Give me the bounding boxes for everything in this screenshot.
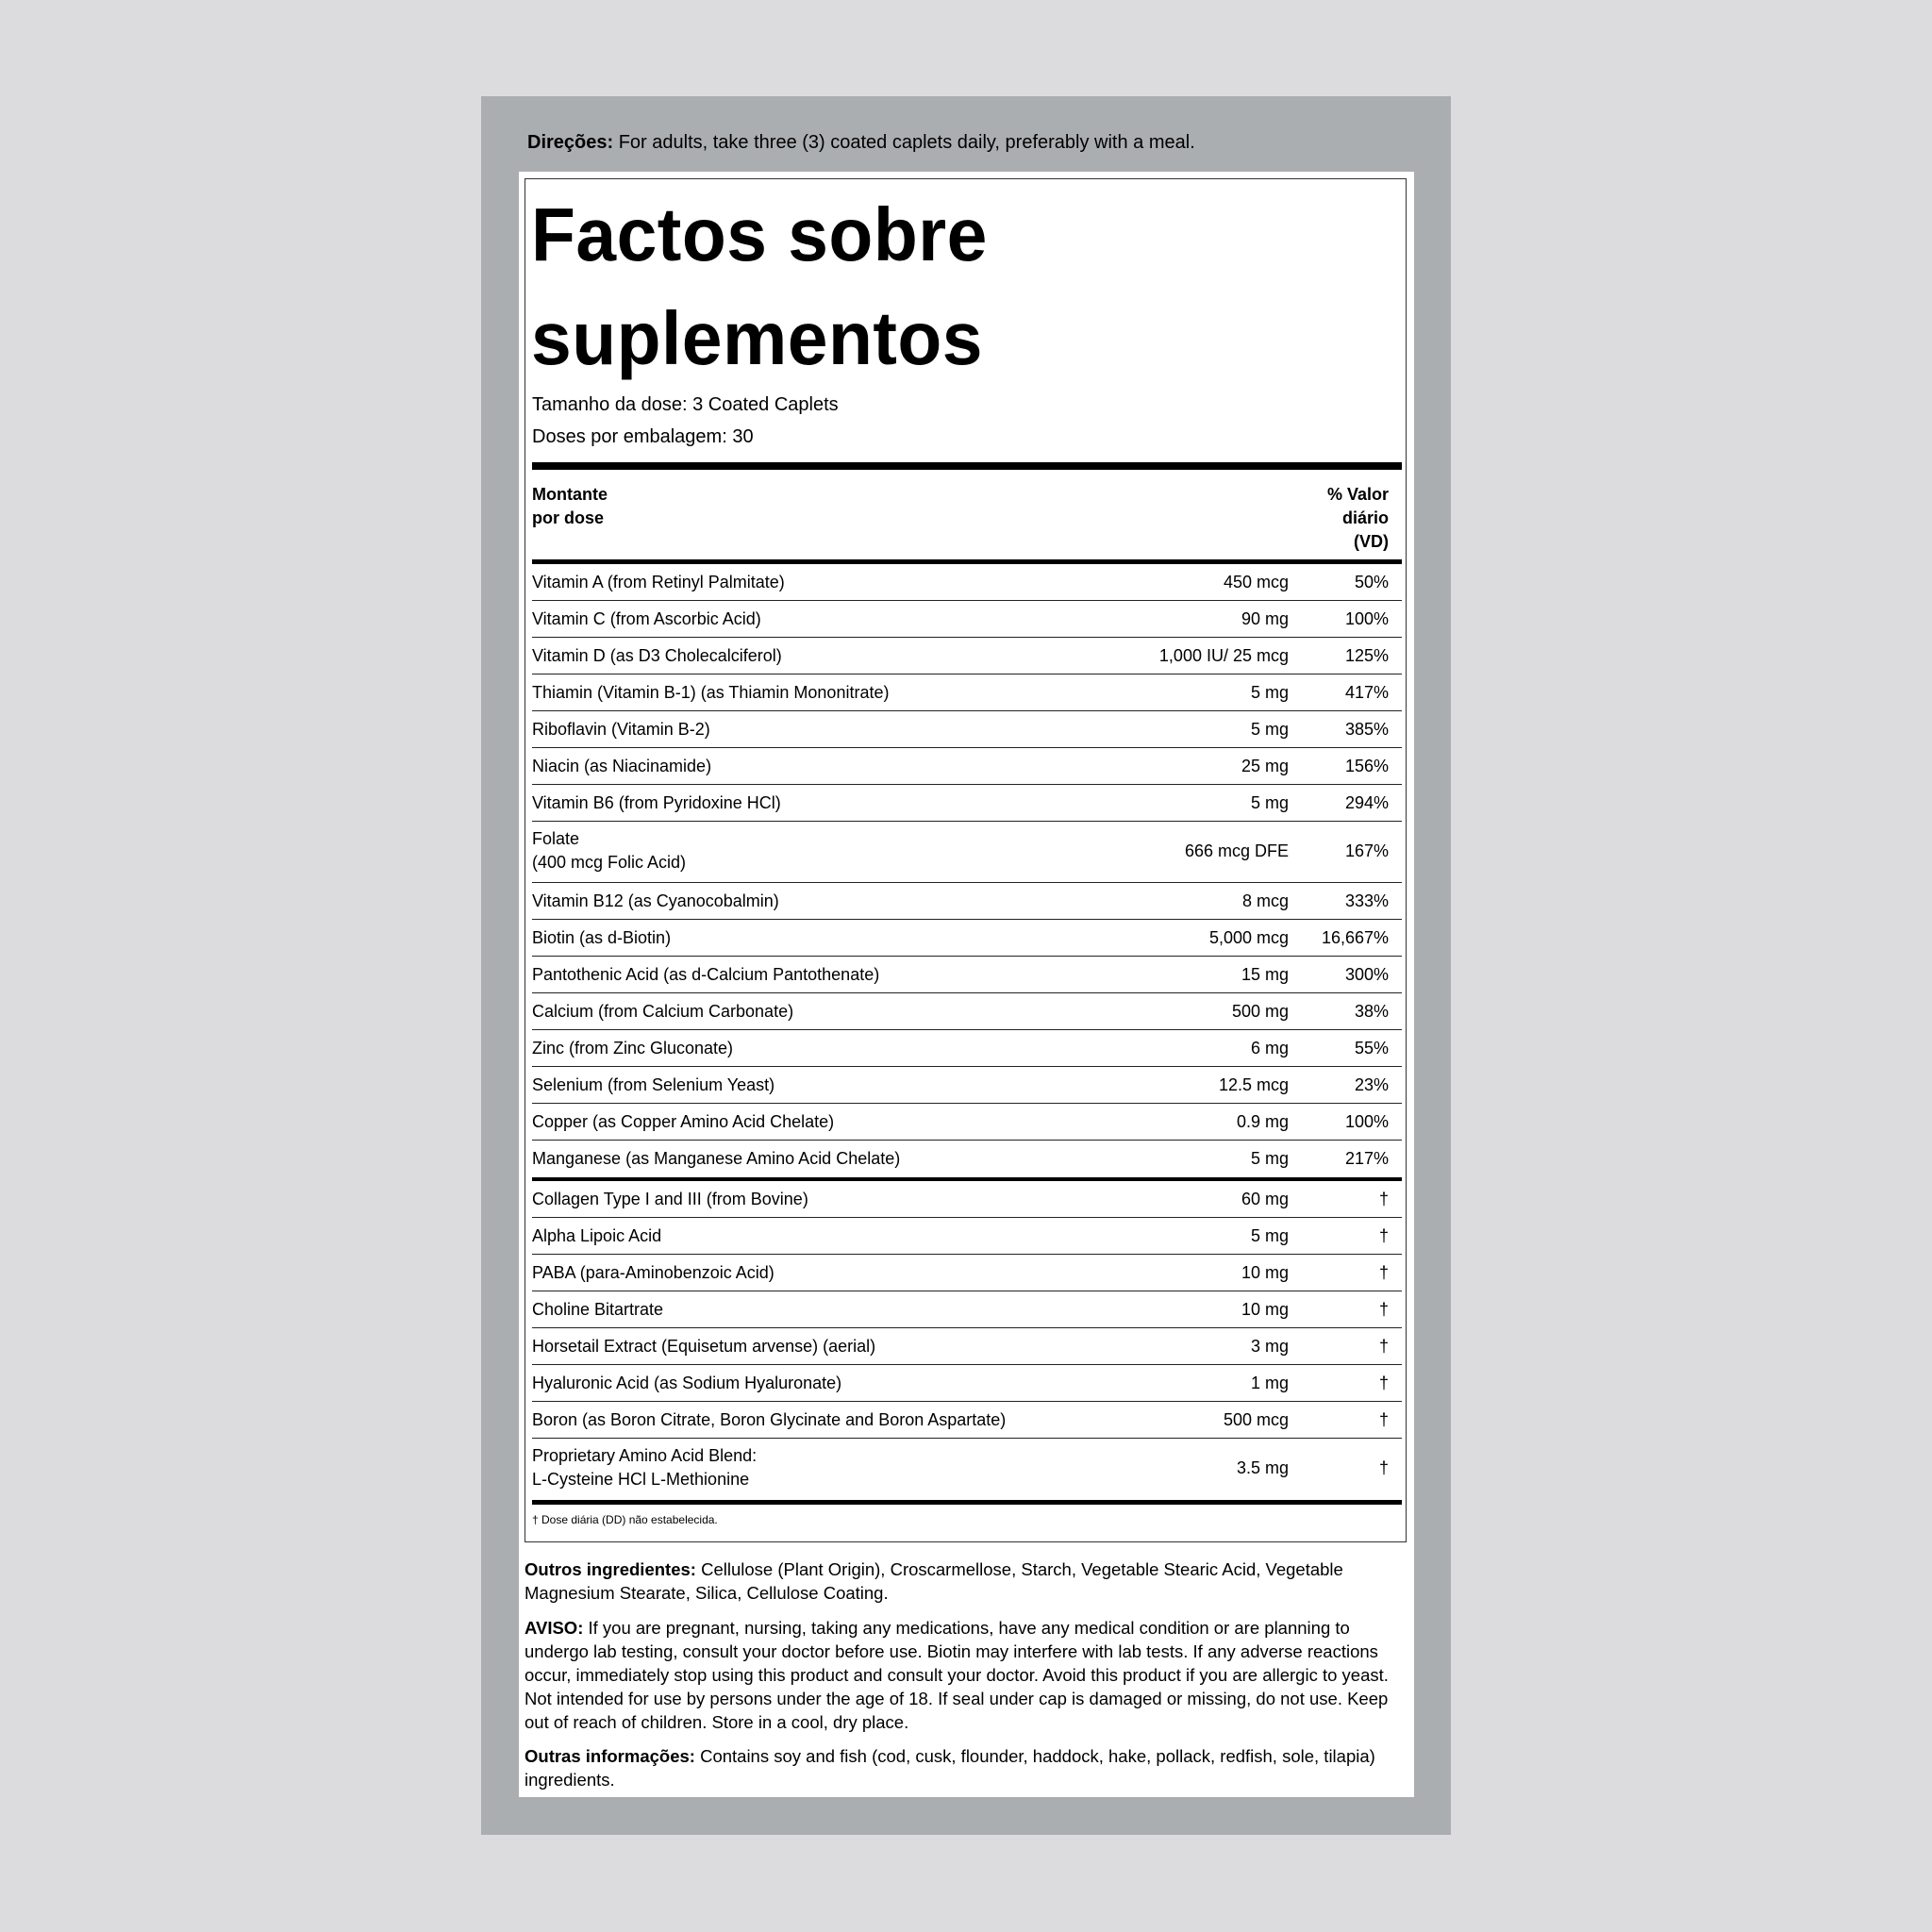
- nutrient-daily-value: †: [1378, 1374, 1389, 1392]
- nutrient-daily-value: †: [1378, 1410, 1389, 1429]
- label-panel: [481, 96, 1451, 1835]
- table-row: [532, 564, 1402, 601]
- nutrient-daily-value: 50%: [1354, 573, 1389, 591]
- nutrient-name: [532, 827, 686, 874]
- nutrient-name: [532, 1298, 663, 1322]
- nutrient-amount: 666 mcg DFE: [1184, 841, 1289, 860]
- nutrient-name: [532, 1444, 757, 1491]
- nutrient-name-line-1: Biotin (as d-Biotin): [532, 928, 672, 947]
- nutrient-name-line-1: Vitamin A (from Retinyl Palmitate): [532, 573, 785, 591]
- nutrient-daily-value: †: [1378, 1226, 1389, 1245]
- nutrient-name: [532, 608, 761, 631]
- footnote: † Dose diária (DD) não estabelecida.: [532, 1513, 718, 1526]
- supplement-facts-box: [525, 178, 1407, 1542]
- directions-label: Direções:: [527, 132, 614, 153]
- nutrient-amount: 5 mg: [1250, 793, 1289, 812]
- nutrient-amount: 15 mg: [1241, 965, 1289, 984]
- nutrient-name: [532, 926, 671, 950]
- table-row: [532, 1255, 1402, 1291]
- other-info: [525, 1744, 1402, 1791]
- servings-per-container: Doses por embalagem: 30: [532, 426, 754, 447]
- nutrient-name: [532, 791, 781, 815]
- nutrient-name: [532, 718, 710, 741]
- nutrient-daily-value: †: [1378, 1300, 1389, 1319]
- table-row: [532, 601, 1402, 638]
- nutrient-name-line-1: Vitamin C (from Ascorbic Acid): [532, 609, 761, 628]
- other-ingredients-text: Cellulose (Plant Origin), Croscarmellose, Starch, Vegetable Stearic Acid, Vegetable Magnesium Stearate, Silica, Cellulose Coating.: [525, 1559, 1343, 1603]
- label-sheet: [519, 172, 1414, 1797]
- nutrient-daily-value: 333%: [1344, 891, 1389, 910]
- nutrient-name-line-1: Choline Bitartrate: [532, 1300, 664, 1319]
- nutrient-daily-value: 300%: [1344, 965, 1389, 984]
- other-ingredients: [525, 1557, 1402, 1605]
- nutrient-name: [532, 890, 779, 913]
- nutrient-name: [532, 1110, 834, 1134]
- directions: [527, 130, 1195, 155]
- nutrient-name: [532, 1147, 900, 1171]
- nutrient-name-line-1: Manganese (as Manganese Amino Acid Chelate): [532, 1149, 901, 1168]
- nutrient-amount: 10 mg: [1241, 1300, 1289, 1319]
- table-row: [532, 1328, 1402, 1365]
- table-row: [532, 957, 1402, 993]
- nutrient-name-line-1: Vitamin B12 (as Cyanocobalmin): [532, 891, 779, 910]
- nutrient-amount: 500 mg: [1231, 1002, 1289, 1021]
- table-row: [532, 920, 1402, 957]
- dv-header-line-2: diário: [1341, 508, 1389, 527]
- nutrient-daily-value: 167%: [1344, 841, 1389, 860]
- title-line-2: suplementos: [531, 296, 983, 380]
- nutrient-amount: 3 mg: [1250, 1337, 1289, 1356]
- table-row: [532, 822, 1402, 883]
- nutrient-daily-value: †: [1378, 1458, 1389, 1477]
- table-row: [532, 1291, 1402, 1328]
- nutrient-name: [532, 1224, 661, 1248]
- serving-size: Tamanho da dose: 3 Coated Caplets: [532, 394, 839, 415]
- nutrient-name-line-1: Boron (as Boron Citrate, Boron Glycinate and Boron Aspartate): [532, 1410, 1007, 1429]
- nutrient-name-line-1: Selenium (from Selenium Yeast): [532, 1075, 775, 1094]
- other-info-text: Contains soy and fish (cod, cusk, flounder, haddock, hake, pollack, redfish, sole, tilapia) ingredients.: [525, 1746, 1375, 1790]
- nutrient-daily-value: 38%: [1354, 1002, 1389, 1021]
- table-row: [532, 638, 1402, 675]
- nutrient-name-line-1: Vitamin D (as D3 Cholecalciferol): [532, 646, 782, 665]
- other-info-label: Outras informações:: [525, 1746, 695, 1766]
- nutrient-name-line-1: Zinc (from Zinc Gluconate): [532, 1039, 734, 1058]
- nutrient-daily-value: 23%: [1354, 1075, 1389, 1094]
- table-row: [532, 993, 1402, 1030]
- nutrient-amount: 5,000 mcg: [1208, 928, 1289, 947]
- nutrient-amount: 12.5 mcg: [1218, 1075, 1289, 1094]
- nutrient-name-line-1: Pantothenic Acid (as d-Calcium Pantothenate): [532, 965, 880, 984]
- nutrient-name-line-1: Riboflavin (Vitamin B-2): [532, 720, 710, 739]
- nutrient-name: [532, 1261, 774, 1285]
- nutrient-name: [532, 571, 785, 594]
- table-row: [532, 883, 1402, 920]
- table-row: [532, 1067, 1402, 1104]
- nutrient-daily-value: †: [1378, 1263, 1389, 1282]
- nutrient-name-line-1: Collagen Type I and III (from Bovine): [532, 1190, 808, 1208]
- nutrient-name-line-1: Alpha Lipoic Acid: [532, 1226, 662, 1245]
- nutrient-amount: 450 mcg: [1223, 573, 1289, 591]
- nutrient-amount: 500 mcg: [1223, 1410, 1289, 1429]
- nutrient-daily-value: 294%: [1344, 793, 1389, 812]
- nutrient-amount: 3.5 mg: [1236, 1458, 1289, 1477]
- table-row: [532, 675, 1402, 711]
- nutrient-daily-value: 100%: [1344, 1112, 1389, 1131]
- amount-header-line-2: por dose: [532, 508, 605, 527]
- table-row: [532, 1030, 1402, 1067]
- nutrient-daily-value: 156%: [1344, 757, 1389, 775]
- nutrient-name-line-1: Proprietary Amino Acid Blend:: [532, 1446, 758, 1465]
- nutrient-name-line-1: Thiamin (Vitamin B-1) (as Thiamin Mononitrate): [532, 683, 890, 702]
- dv-header-line-1: % Valor: [1326, 485, 1389, 504]
- nutrient-daily-value: 100%: [1344, 609, 1389, 628]
- rule-bottom: [532, 1500, 1402, 1505]
- nutrient-amount: 1,000 IU/ 25 mcg: [1158, 646, 1289, 665]
- nutrient-amount: 25 mg: [1241, 757, 1289, 775]
- page-title: [531, 183, 1165, 391]
- nutrient-name-line-2: L-Cysteine HCl L-Methionine: [532, 1470, 750, 1489]
- nutrient-name: [532, 1408, 1006, 1432]
- nutrient-amount: 60 mg: [1241, 1190, 1289, 1208]
- dv-header: [1327, 483, 1389, 554]
- nutrient-name: [532, 1372, 841, 1395]
- table-row: [532, 1402, 1402, 1439]
- nutrient-name-line-2: (400 mcg Folic Acid): [532, 853, 687, 872]
- table-row: [532, 711, 1402, 748]
- table-row: [532, 1439, 1402, 1500]
- nutrient-name: [532, 1335, 875, 1358]
- nutrient-name-line-1: Calcium (from Calcium Carbonate): [532, 1002, 794, 1021]
- nutrient-amount: 10 mg: [1241, 1263, 1289, 1282]
- nutrient-amount: 5 mg: [1250, 720, 1289, 739]
- nutrient-amount: 8 mcg: [1241, 891, 1289, 910]
- nutrient-amount: 90 mg: [1241, 609, 1289, 628]
- table-row: [532, 1365, 1402, 1402]
- other-ingredients-label: Outros ingredientes:: [525, 1559, 696, 1579]
- nutrient-amount: 6 mg: [1250, 1039, 1289, 1058]
- nutrient-name: [532, 681, 889, 705]
- directions-text: For adults, take three (3) coated caplets daily, preferably with a meal.: [613, 132, 1195, 153]
- nutrient-name: [532, 1188, 808, 1211]
- nutrient-daily-value: 385%: [1344, 720, 1389, 739]
- table-row: [532, 785, 1402, 822]
- nutrient-daily-value: 16,667%: [1321, 928, 1389, 947]
- nutrient-daily-value: 417%: [1344, 683, 1389, 702]
- nutrient-amount: 1 mg: [1250, 1374, 1289, 1392]
- nutrient-daily-value: 55%: [1354, 1039, 1389, 1058]
- nutrient-daily-value: †: [1378, 1337, 1389, 1356]
- amount-header: [532, 483, 608, 530]
- nutrient-name-line-1: Hyaluronic Acid (as Sodium Hyaluronate): [532, 1374, 842, 1392]
- nutrient-name-line-1: Copper (as Copper Amino Acid Chelate): [532, 1112, 835, 1131]
- title-line-1: Factos sobre: [531, 192, 988, 276]
- nutrient-name: [532, 1074, 774, 1097]
- nutrient-name-line-1: PABA (para-Aminobenzoic Acid): [532, 1263, 774, 1282]
- nutrient-amount: 5 mg: [1250, 683, 1289, 702]
- nutrient-name: [532, 1037, 733, 1060]
- nutrient-daily-value: 217%: [1344, 1149, 1389, 1168]
- amount-header-line-1: Montante: [532, 485, 608, 504]
- nutrient-name-line-1: Horsetail Extract (Equisetum arvense) (aerial): [532, 1337, 876, 1356]
- table-row: [532, 1218, 1402, 1255]
- nutrient-daily-value: 125%: [1344, 646, 1389, 665]
- nutrient-name-line-1: Vitamin B6 (from Pyridoxine HCl): [532, 793, 781, 812]
- nutrient-name: [532, 963, 879, 987]
- table-row: [532, 1181, 1402, 1218]
- table-row: [532, 748, 1402, 785]
- warning-text: If you are pregnant, nursing, taking any medications, have any medical condition or are planning to undergo lab testing, consult your doctor before use. Biotin may interfere with lab tests. If any adverse reactions occur, immediately stop using this product and consult your doctor. Avoid this product if you are allergic to yeast. Not intended for use by persons under the age of 18. If seal under cap is damaged or missing, do not use. Keep out of reach of children. Store in a cool, dry place.: [525, 1618, 1389, 1732]
- nutrient-name: [532, 1000, 793, 1024]
- nutrient-amount: 5 mg: [1250, 1149, 1289, 1168]
- nutrient-amount: 5 mg: [1250, 1226, 1289, 1245]
- nutrient-name: [532, 755, 711, 778]
- nutrient-daily-value: †: [1378, 1190, 1389, 1208]
- nutrient-amount: 0.9 mg: [1236, 1112, 1289, 1131]
- rule-top: [532, 462, 1402, 470]
- nutrient-name-line-1: Folate: [532, 829, 580, 848]
- dv-header-line-3: (VD): [1354, 532, 1389, 551]
- warning-label: AVISO:: [525, 1618, 584, 1638]
- table-row: [532, 1104, 1402, 1141]
- table-row: [532, 1141, 1402, 1177]
- warning: [525, 1616, 1402, 1734]
- nutrient-name: [532, 644, 782, 668]
- nutrient-name-line-1: Niacin (as Niacinamide): [532, 757, 712, 775]
